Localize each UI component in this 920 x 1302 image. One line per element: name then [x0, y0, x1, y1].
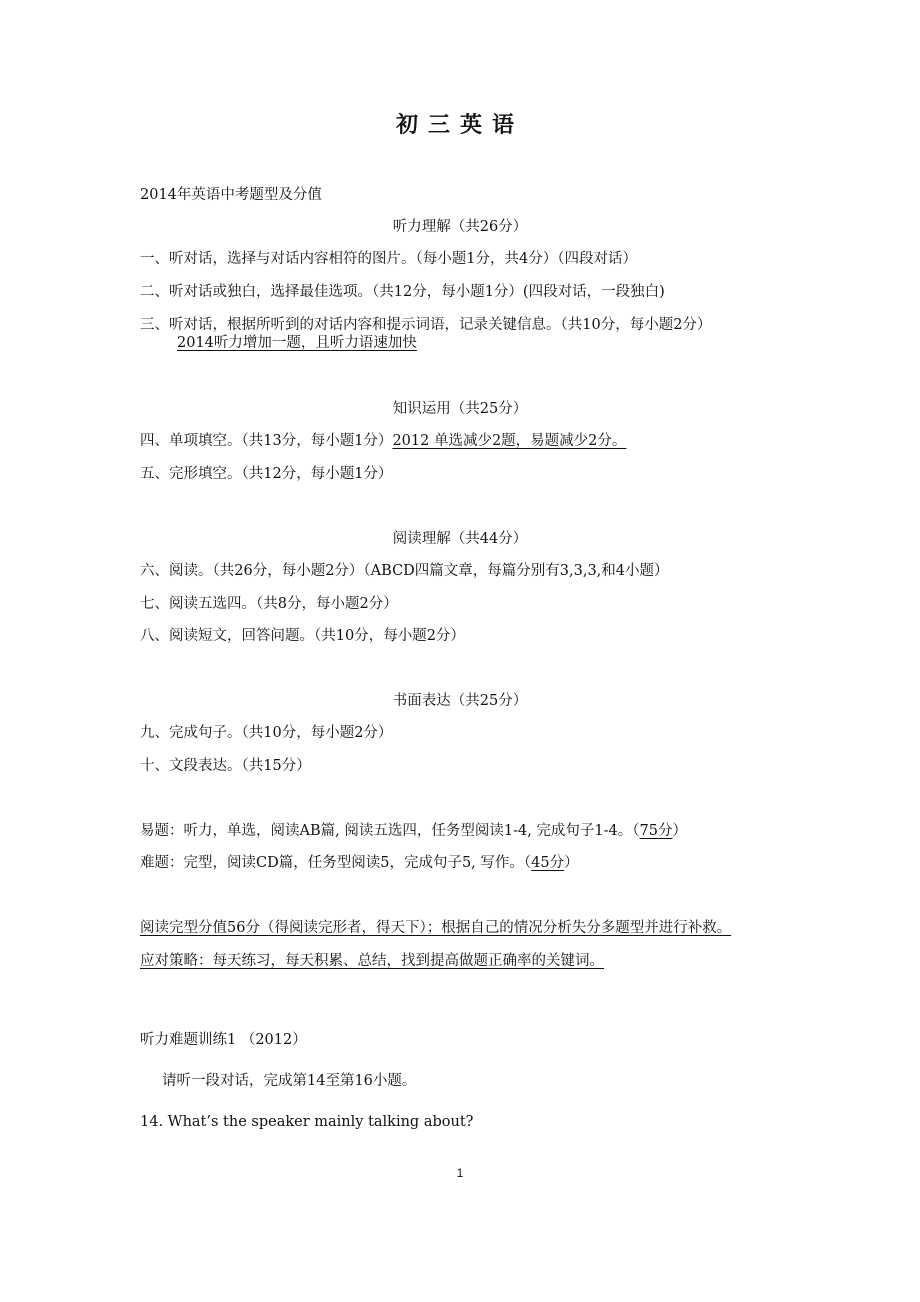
listening-note: 2014听力增加一题，且听力语速加快 — [177, 335, 417, 351]
knowledge-item-4-note: 2012 单选减少2题，易题减少2分。 — [392, 433, 627, 449]
listening-item-1: 一、听对话，选择与对话内容相符的图片。（每小题1分，共4分）（四段对话） — [140, 251, 637, 267]
easy-questions-text: 易题：听力，单选，阅读AB篇, 阅读五选四，任务型阅读1-4, 完成句子1-4。（ — [140, 823, 640, 839]
intro-line: 2014年英语中考题型及分值 — [140, 187, 322, 203]
advice-line-1: 阅读完型分值56分（得阅读完形者，得天下）；根据自己的情况分析失分多题型并进行补救。 — [140, 920, 732, 936]
reading-heading: 阅读理解（共44分） — [392, 531, 528, 547]
listening-heading: 听力理解（共26分） — [392, 219, 528, 235]
knowledge-item-4-text: 四、单项填空。（共13分，每小题1分） — [140, 433, 393, 449]
listening-item-2: 二、听对话或独白，选择最佳选项。（共12分，每小题1分）(四段对话，一段独白) — [140, 284, 665, 300]
hard-questions-text: 难题：完型，阅读CD篇，任务型阅读5，完成句子5, 写作。（ — [140, 855, 532, 871]
knowledge-item-4 — [140, 431, 626, 451]
easy-questions — [140, 821, 687, 841]
knowledge-heading: 知识运用（共25分） — [392, 401, 528, 417]
hard-close: ） — [564, 855, 579, 871]
reading-item-7: 七、阅读五选四。（共8分，每小题2分） — [140, 596, 398, 612]
page-title: 初三英语 — [395, 112, 524, 138]
hard-questions — [140, 853, 579, 873]
writing-item-10: 十、文段表达。（共15分） — [140, 758, 311, 774]
training-heading: 听力难题训练1 （2012） — [140, 1032, 307, 1048]
reading-item-8: 八、阅读短文，回答问题。（共10分，每小题2分） — [140, 628, 465, 644]
question-14: 14. What’s the speaker mainly talking about? — [140, 1114, 474, 1130]
listening-item-3: 三、听对话，根据所听到的对话内容和提示词语，记录关键信息。（共10分，每小题2分） — [140, 317, 712, 333]
hard-score: 45分 — [531, 855, 565, 871]
knowledge-item-5: 五、完形填空。（共12分，每小题1分） — [140, 466, 393, 482]
easy-score: 75分 — [639, 823, 673, 839]
advice-line-2: 应对策略：每天练习，每天积累、总结，找到提高做题正确率的关键词。 — [140, 953, 604, 969]
writing-heading: 书面表达（共25分） — [392, 693, 528, 709]
page-number: 1 — [456, 1166, 464, 1180]
training-instruction: 请听一段对话，完成第14至第16小题。 — [162, 1073, 417, 1089]
writing-item-9: 九、完成句子。（共10分，每小题2分） — [140, 725, 393, 741]
easy-close: ） — [672, 823, 687, 839]
reading-item-6: 六、阅读。（共26分，每小题2分）（ABCD四篇文章，每篇分别有3,3,3,和4小题） — [140, 563, 669, 579]
